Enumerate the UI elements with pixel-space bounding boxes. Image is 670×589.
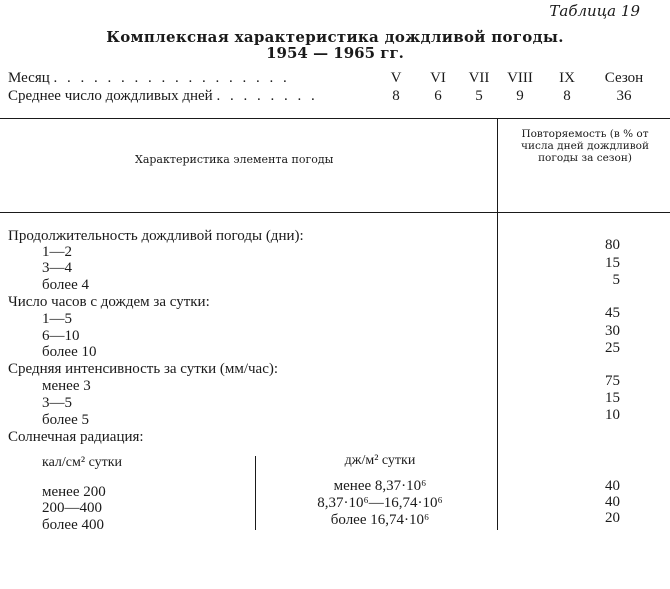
group-title-hours: Число часов с дождем за сутки: xyxy=(8,294,210,310)
list-item: 1—2 xyxy=(42,244,72,260)
group-title-intensity: Средняя интенсивность за сутки (мм/час): xyxy=(8,361,279,377)
solar-col-cal-header: кал/см² сутки xyxy=(42,455,123,470)
value-cell: 20 xyxy=(605,510,620,526)
solar-joule-value: более 16,74·10⁶ xyxy=(330,512,430,528)
value-cell: 40 xyxy=(605,494,620,510)
group-title-solar: Солнечная радиация: xyxy=(8,429,144,445)
column-header-frequency: Повторяемость (в % от числа дней дождливой погоды за сезон) xyxy=(521,128,649,164)
solar-joule-value: менее 8,37·10⁶ xyxy=(333,478,427,494)
solar-cal-value: 200—400 xyxy=(42,500,102,516)
table-top-rule xyxy=(0,118,670,119)
month-vii: VII xyxy=(468,70,490,86)
group-title-duration: Продолжительность дождливой погоды (дни): xyxy=(8,228,304,244)
table-subtitle-years: 1954 — 1965 гг. xyxy=(266,44,404,62)
solar-col-joule-header: дж/м² сутки xyxy=(344,453,416,468)
value-cell: 40 xyxy=(605,478,620,494)
list-item: 6—10 xyxy=(42,328,80,344)
solar-column-divider xyxy=(255,456,256,530)
table-number: Таблица 19 xyxy=(549,2,640,20)
season-header: Сезон xyxy=(604,70,644,86)
solar-cal-value: менее 200 xyxy=(42,484,106,500)
value-cell: 10 xyxy=(605,407,620,423)
month-viii: VIII xyxy=(507,70,533,86)
month-ix: IX xyxy=(559,70,575,86)
column-divider xyxy=(497,118,498,530)
value-cell: 75 xyxy=(605,373,620,389)
value-cell: 15 xyxy=(605,255,620,271)
rainy-days-vi: 6 xyxy=(434,88,442,104)
list-item: более 5 xyxy=(42,412,89,428)
rainy-days-season: 36 xyxy=(616,88,632,104)
list-item: более 4 xyxy=(42,277,89,293)
rainy-days-v: 8 xyxy=(392,88,400,104)
rainy-days-vii: 5 xyxy=(475,88,483,104)
column-header-characteristic: Характеристика элемента погоды xyxy=(135,153,334,166)
rainy-days-viii: 9 xyxy=(516,88,524,104)
month-vi: VI xyxy=(430,70,446,86)
list-item: 1—5 xyxy=(42,311,72,327)
month-label: Месяц xyxy=(8,70,50,86)
month-row xyxy=(8,70,290,87)
table-title: Комплексная характеристика дождливой погоды. xyxy=(106,28,564,46)
rainy-days-label: Среднее число дождливых дней xyxy=(8,88,213,104)
value-cell: 25 xyxy=(605,340,620,356)
month-v: V xyxy=(390,70,402,86)
rainy-days-ix: 8 xyxy=(563,88,571,104)
header-bottom-rule xyxy=(0,212,670,213)
list-item: менее 3 xyxy=(42,378,91,394)
leader-dots: . . . . . . . . . . . . . . . . . . xyxy=(53,70,290,86)
list-item: 3—4 xyxy=(42,260,72,276)
value-cell: 80 xyxy=(605,237,620,253)
value-cell: 45 xyxy=(605,305,620,321)
list-item: более 10 xyxy=(42,344,97,360)
solar-cal-value: более 400 xyxy=(42,517,104,533)
value-cell: 5 xyxy=(612,272,620,288)
value-cell: 15 xyxy=(605,390,620,406)
leader-dots: . . . . . . . . xyxy=(216,88,318,104)
list-item: 3—5 xyxy=(42,395,72,411)
value-cell: 30 xyxy=(605,323,620,339)
rainy-days-row xyxy=(8,88,318,105)
solar-joule-value: 8,37·10⁶—16,74·10⁶ xyxy=(317,495,443,511)
